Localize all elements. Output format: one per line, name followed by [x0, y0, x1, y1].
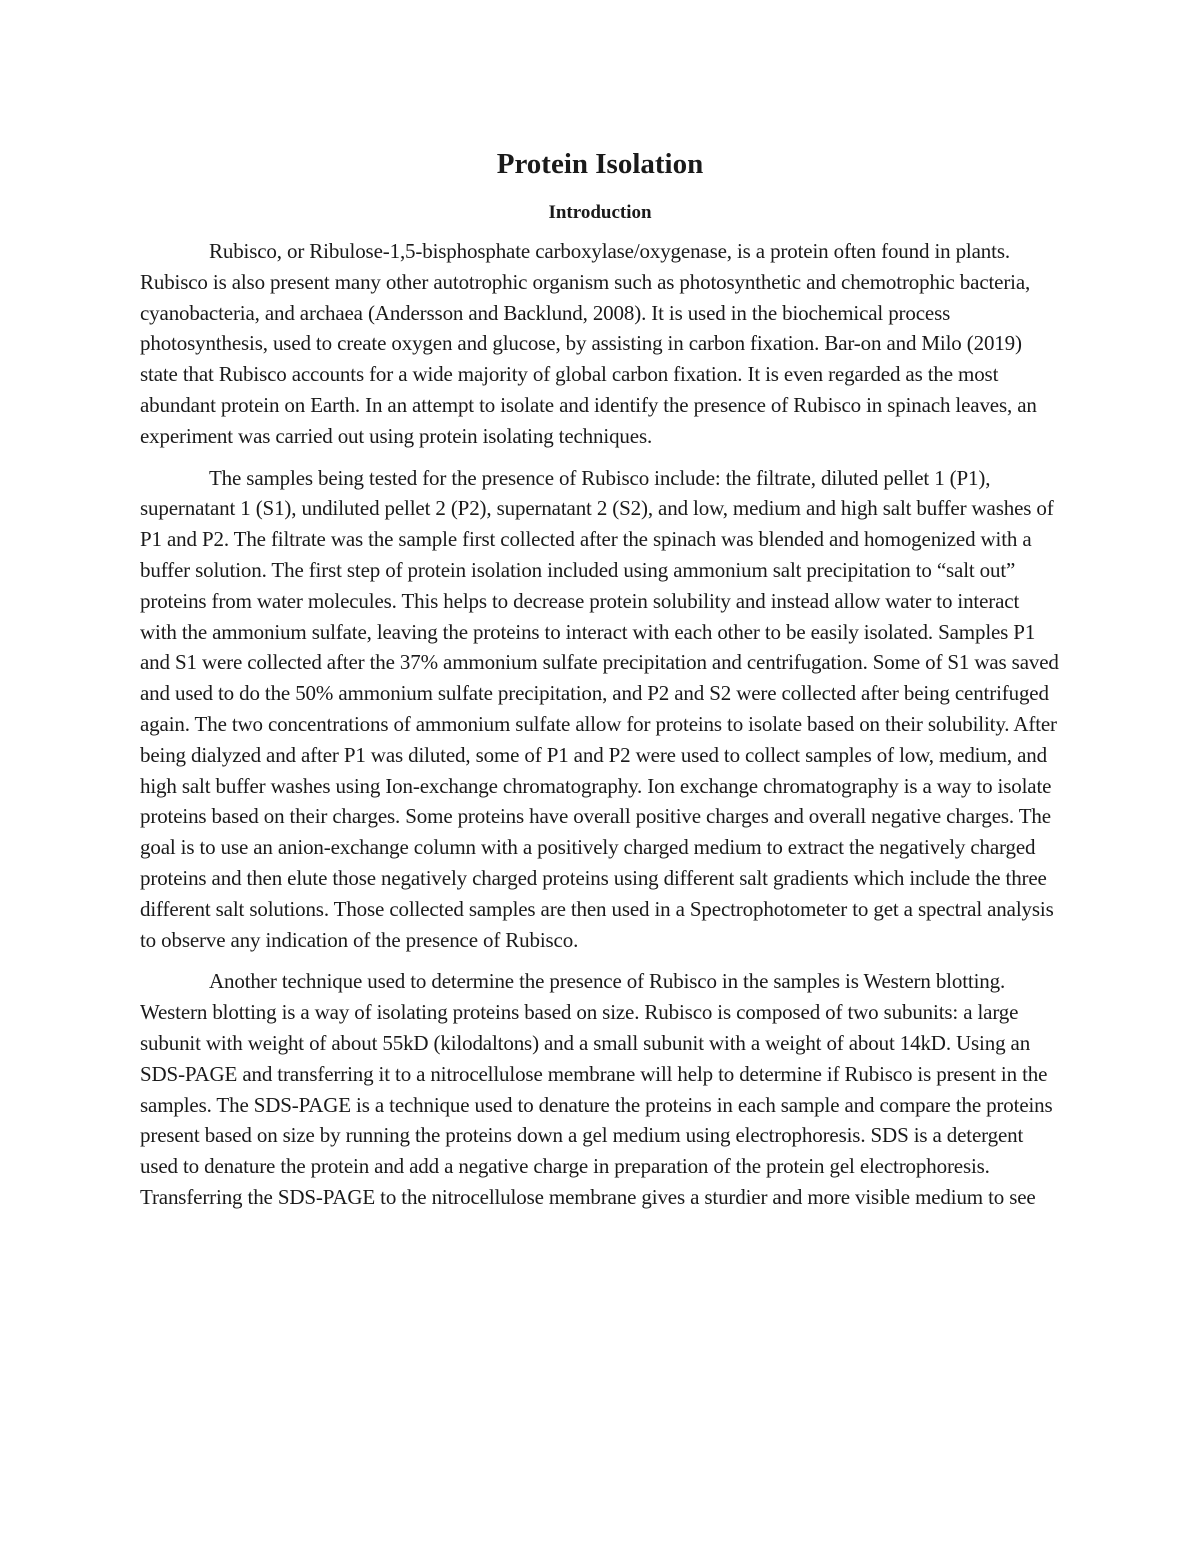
paragraph-1: Rubisco, or Ribulose-1,5-bisphosphate carboxylase/oxygenase, is a protein often found in plants. Rubisco is also present many other autotrophic organism such as photosynthetic and chemotrophic bacteria, cyanobacteria, and archaea (Andersson and Backlund, 2008). It is used in the biochemical process photosynthesis, used to create oxygen and glucose, by assisting in carbon fixation. Bar-on and Milo (2019) state that Rubisco accounts for a wide majority of global carbon fixation. It is even regarded as the most abundant protein on Earth. In an attempt to isolate and identify the presence of Rubisco in spinach leaves, an experiment was carried out using protein isolating techniques. — [140, 239, 1037, 448]
page-title: Protein Isolation — [496, 148, 704, 180]
paragraph-2: The samples being tested for the presence of Rubisco include: the filtrate, diluted pellet 1 (P1), supernatant 1 (S1), undiluted pellet 2 (P2), supernatant 2 (S2), and low, medium and high salt buffer washes of P1 and P2. The filtrate was the sample first collected after the spinach was blended and homogenized with a buffer solution. The first step of protein isolation included using ammonium salt precipitation to “salt out” proteins from water molecules. This helps to decrease protein solubility and instead allow water to interact with the ammonium sulfate, leaving the proteins to interact with each other to be easily isolated. Samples P1 and S1 were collected after the 37% ammonium sulfate precipitation and centrifugation. Some of S1 was saved and used to do the 50% ammonium sulfate precipitation, and P2 and S2 were collected after being centrifuged again. The two concentrations of ammonium sulfate allow for proteins to isolate based on their solubility. After being dialyzed and after P1 was diluted, some of P1 and P2 were used to collect samples of low, medium, and high salt buffer washes using Ion-exchange chromatography. Ion exchange chromatography is a way to isolate proteins based on their charges. Some proteins have overall positive charges and overall negative charges. The goal is to use an anion-exchange column with a positively charged medium to extract the negatively charged proteins and then elute those negatively charged proteins using different salt gradients which include the three different salt solutions. Those collected samples are then used in a Spectrophotometer to get a spectral analysis to observe any indication of the presence of Rubisco. — [140, 465, 1059, 952]
paragraph-3: Another technique used to determine the presence of Rubisco in the samples is Western blotting. Western blotting is a way of isolating proteins based on size. Rubisco is composed of two subunits: a large subunit with weight of about 55kD (kilodaltons) and a small subunit with a weight of about 14kD. Using an SDS-PAGE and transferring it to a nitrocellulose membrane will help to determine if Rubisco is present in the samples. The SDS-PAGE is a technique used to denature the proteins in each sample and compare the proteins present based on size by running the proteins down a gel medium using electrophoresis. SDS is a detergent used to denature the protein and add a negative charge in preparation of the protein gel electrophoresis. Transferring the SDS-PAGE to the nitrocellulose membrane gives a sturdier and more visible medium to see — [140, 969, 1053, 1209]
document-body — [140, 142, 1060, 1224]
section-heading-introduction: Introduction — [548, 202, 652, 223]
